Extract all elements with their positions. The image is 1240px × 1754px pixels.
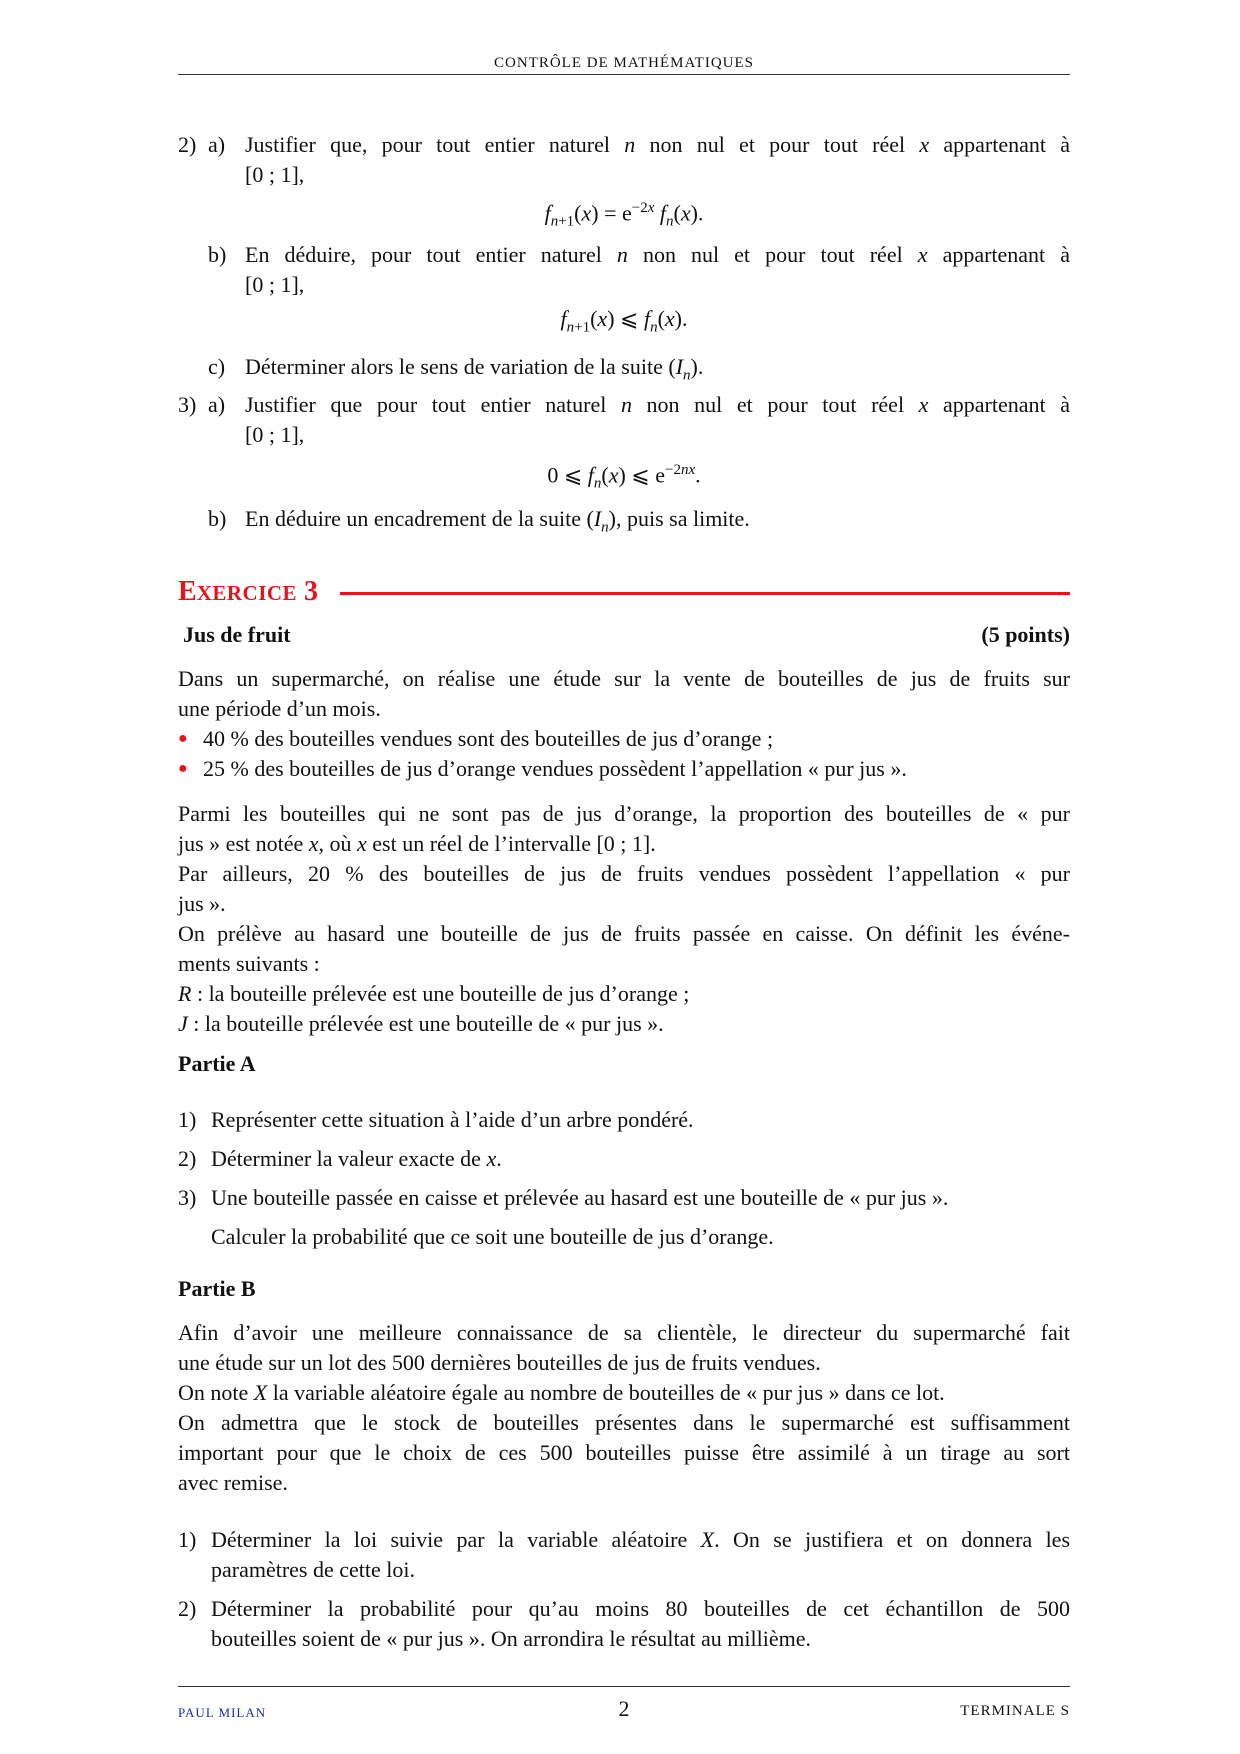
interval: [0 ; 1], [245,162,305,187]
interval: [0 ; 1], [245,422,305,447]
bullet-icon: ● [178,730,188,747]
question-3a-text: Justifier que pour tout entier naturel n non nul et pour tout réel x appartenant à [245,392,1070,417]
exercise-subject: Jus de fruit [183,622,291,647]
paragraph-line: Afin d’avoir une meilleure connaissance de sa clientèle, le directeur du supermarché fait [178,1320,1070,1345]
interval: [0 ; 1], [245,272,305,297]
paragraph-line: une étude sur un lot des 500 dernières bouteilles de jus de fruits vendues. [178,1350,821,1375]
formula-decreasing: $f_{n+1}(x)$ ⩽ $f_n(x)$. [560,306,688,336]
question-2b-text: En déduire, pour tout entier naturel n non nul et pour tout réel x appartenant à [245,242,1070,267]
bullet-icon: ● [178,760,188,777]
bullet-text: 25 % des bouteilles de jus d’orange vendues possèdent l’appellation « pur jus ». [203,756,907,781]
sub-label-b: b) [208,242,227,267]
part-a-item-continuation: Calculer la probabilité que ce soit une bouteille de jus d’orange. [211,1224,774,1249]
formula-recurrence: $f_{n+1}(x) = e^{-2x}$ $f_n(x)$. [544,200,704,230]
paragraph-line: Par ailleurs, 20 % des bouteilles de jus de fruits vendues possèdent l’appellation « pur [178,861,1070,886]
sub-label-c: c) [208,354,226,379]
part-b-item-continuation: paramètres de cette loi. [211,1557,416,1582]
exercise-title: EXERCICE 3 [178,576,319,607]
event-J: J : la bouteille prélevée est une bouteille de « pur jus ». [178,1011,664,1036]
footer [178,1694,1070,1724]
header-rule [178,74,1070,75]
paragraph-line: Parmi les bouteilles qui ne sont pas de jus d’orange, la proportion des bouteilles de « pur [178,801,1070,826]
footer-class: TERMINALE S [960,1703,1070,1719]
paragraph-line: jus ». [178,891,226,916]
event-R: R : la bouteille prélevée est une bouteille de jus d’orange ; [178,981,690,1006]
page: CONTRÔLE DE MATHÉMATIQUES 2) a) Justifier que, pour tout entier naturel n non nul et pour tout réel x appartenant à [0 ; 1], $f_{n+1}(x) = e^{-2x}$ $f_n(x)$. b) En déduire, pour tout entier naturel n non nul et pour tout réel x appartenant à [0 ; 1], $f_{n+1}(x)$ ⩽ $f_n(x)$. c) Déterminer alors le sens de variation de la suite $(I_n)$. 3) a) Justifier que pour tout entier naturel n non nul et pour tout réel x appartenant à [0 ; 1], 0 ⩽ $f_n(x)$ ⩽ $e^{-2nx}$. b) En déduire un encadrement de la suite $(I_n)$, puis sa limite. EXERCICE 3 Jus de fruit (5 points) Dans un supermarché, on réalise une étude sur la vente de bouteilles de jus de fruits sur une période d’un mois. ● 40 % des bouteilles vendues sont des bouteilles de jus d’orange ; ● 25 % des bouteilles de jus d’orange vendues possèdent l’appellation « pur jus ». Parmi les bouteilles qui ne sont pas de jus d’orange, la proportion des bouteilles de « pur jus » est notée x, où x est un réel de l’intervalle [0 ; 1]. Par ailleurs, 20 % des bouteilles de jus de fruits vendues possèdent l’appellation « pur jus ». On prélève au hasard une bouteille de jus de fruits passée en caisse. On définit les événe- ments suivants : R : la bouteille prélevée est une bouteille de jus d’orange ; J : la bouteille prélevée est une bouteille de « pur jus ». Partie A 1) Représenter cette situation à l’aide d’un arbre pondéré. 2) Déterminer la valeur exacte de x. 3) Une bouteille passée en caisse et prélevée au hasard est une bouteille de « pur jus ». Calculer la probabilité que ce soit une bouteille de jus d’orange. Partie B Afin d’avoir une meilleure connaissance de sa clientèle, le directeur du supermarché fait une étude sur un lot des 500 dernières bouteilles de jus de fruits vendues. On note X la variable aléatoire égale au nombre de bouteilles de « pur jus » dans ce lot. On admettra que le stock de bouteilles présentes dans le supermarché est suffisamment important pour que le choix de ces 500 bouteilles puisse être assimilé à un tirage au sort avec remise. 1) Déterminer la loi suivie par la variable aléatoire X. On se justifiera et on donnera les paramètres de cette loi. 2) Déterminer la probabilité pour qu’au moins 80 bouteilles de cet échantillon de 500 bouteilles soient de « pur jus ». On arrondira le résultat au millième. PAUL MILAN 2 TERMINALE S [178,0,1070,1754]
page-number: 2 [618,1696,630,1721]
exercise-title-rule [340,592,1070,595]
paragraph-line: jus » est notée x, où x est un réel de l’intervalle [0 ; 1]. [178,831,656,856]
paragraph-line: On prélève au hasard une bouteille de jus de fruits passée en caisse. On définit les événe- [178,921,1070,946]
question-2c-text: Déterminer alors le sens de variation de la suite $(I_n)$. [245,354,704,384]
exercise-points: (5 points) [981,622,1070,647]
sub-label-a: a) [208,132,226,157]
paragraph-line: ments suivants : [178,951,320,976]
part-a-title: Partie A [178,1051,256,1076]
formula-bound: 0 ⩽ $f_n(x)$ ⩽ $e^{-2nx}$. [547,462,701,492]
bullet-text: 40 % des bouteilles vendues sont des bouteilles de jus d’orange ; [203,726,774,751]
paragraph-line: On note X la variable aléatoire égale au nombre de bouteilles de « pur jus » dans ce lot. [178,1380,945,1405]
question-number: 3) [178,392,197,417]
intro-line: Dans un supermarché, on réalise une étude sur la vente de bouteilles de jus de fruits sur [178,666,1070,691]
question-number: 2) [178,132,197,157]
paragraph-line: avec remise. [178,1470,288,1495]
running-header: CONTRÔLE DE MATHÉMATIQUES [494,55,754,71]
part-b-title: Partie B [178,1276,256,1301]
intro-line: une période d’un mois. [178,696,381,721]
footer-author: PAUL MILAN [178,1705,267,1720]
sub-label-b: b) [208,506,227,531]
question-2a-text: Justifier que, pour tout entier naturel n non nul et pour tout réel x appartenant à [245,132,1070,157]
footer-rule [178,1686,1070,1687]
sub-label-a: a) [208,392,226,417]
paragraph-line: important pour que le choix de ces 500 bouteilles puisse être assimilé à un tirage au sort [178,1440,1070,1465]
part-b-item-continuation: bouteilles soient de « pur jus ». On arrondira le résultat au millième. [211,1626,811,1651]
question-3b-text: En déduire un encadrement de la suite $(I_n)$, puis sa limite. [245,506,750,536]
paragraph-line: On admettra que le stock de bouteilles présentes dans le supermarché est suffisamment [178,1410,1070,1435]
